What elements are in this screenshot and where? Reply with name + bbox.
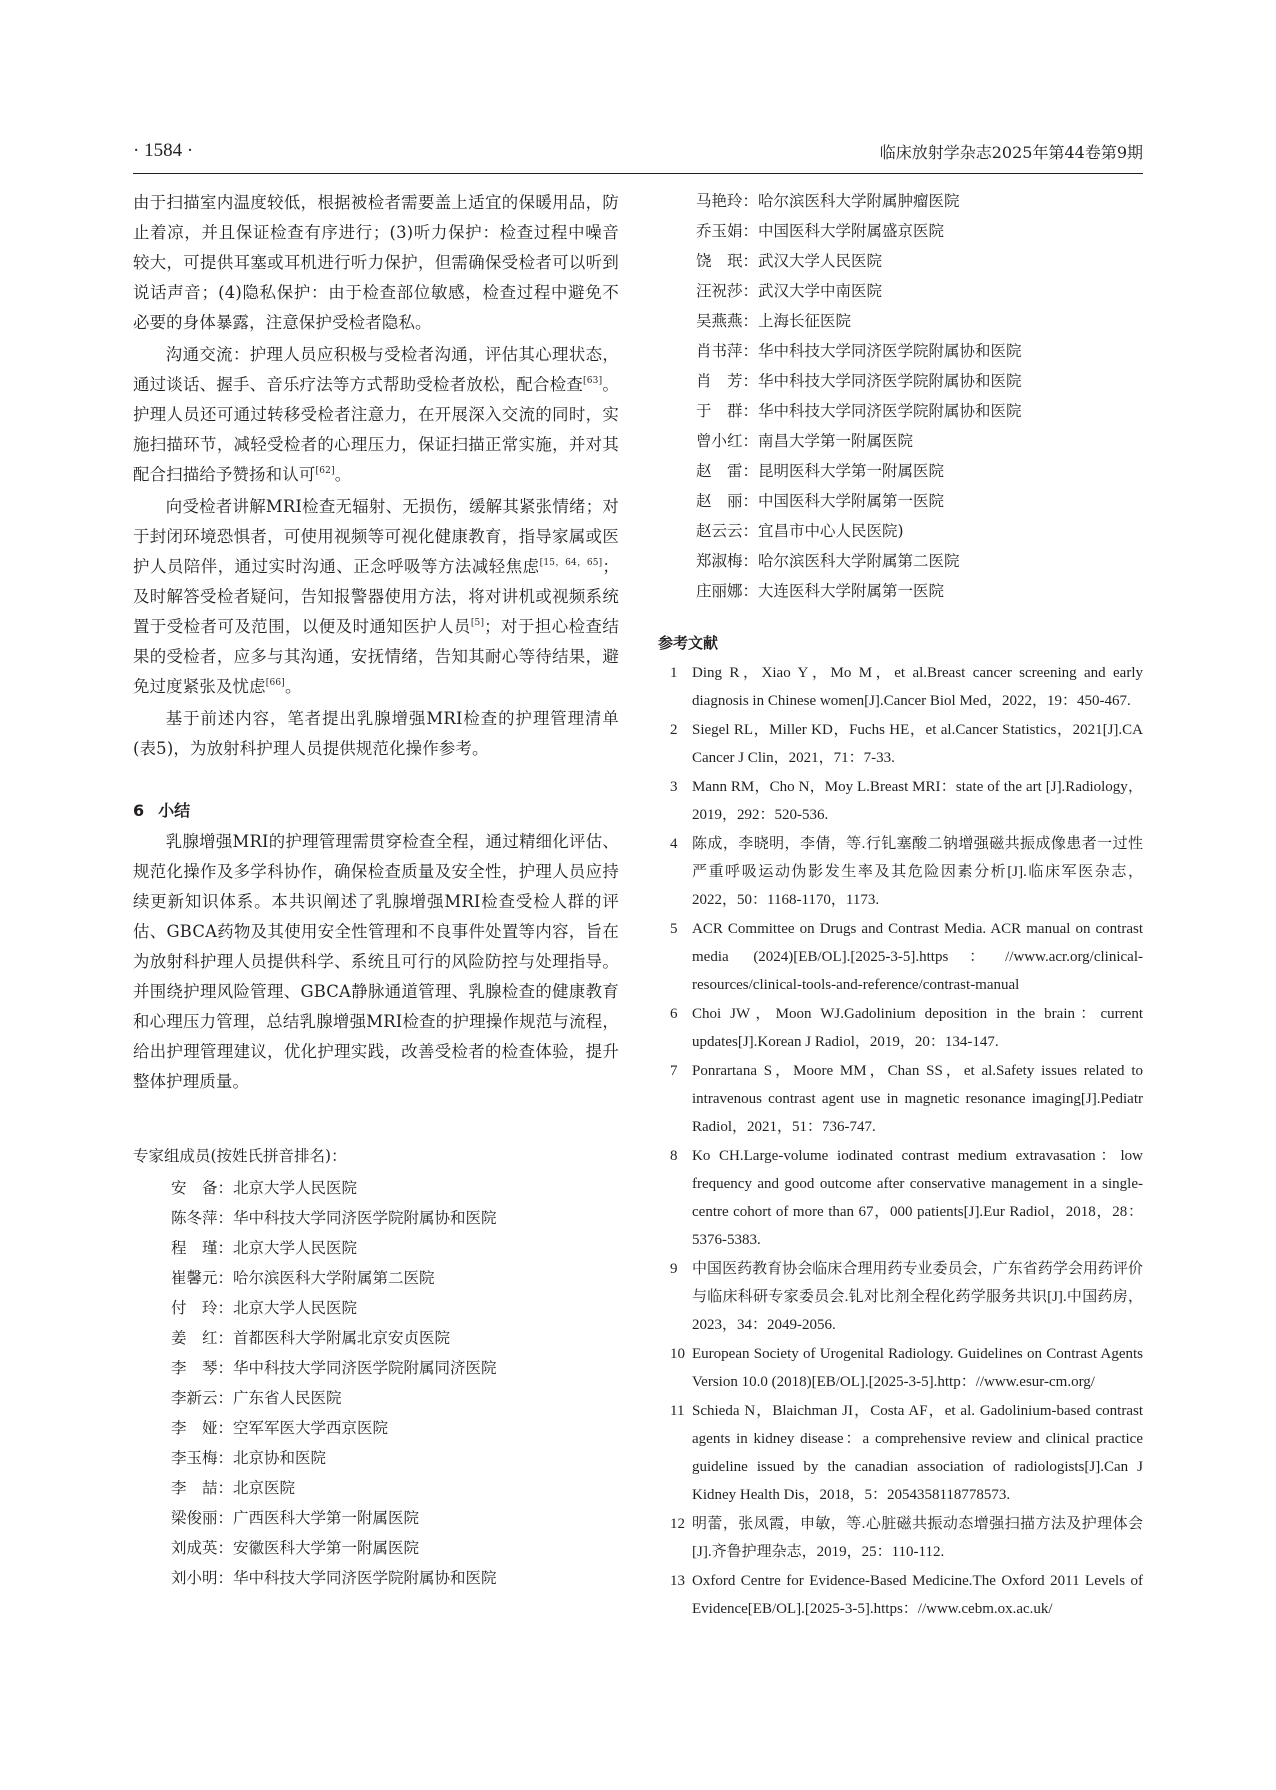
expert-member: 付 玲：北京大学人民医院 bbox=[171, 1299, 358, 1317]
references-list bbox=[658, 659, 1143, 1623]
citation: [5] bbox=[470, 618, 485, 628]
reference-text: Oxford Centre for Evidence-Based Medicine.The Oxford 2011 Levels of Evidence[EB/OL].[2025-3-5].https：//www.cebm.ox.ac.uk/ bbox=[692, 1573, 1143, 1617]
reference-item bbox=[658, 1510, 1143, 1566]
citation: [66] bbox=[265, 678, 286, 688]
reference-item bbox=[658, 1000, 1143, 1056]
left-column bbox=[133, 188, 619, 1593]
expert-member: 崔馨元：哈尔滨医科大学附属第二医院 bbox=[171, 1269, 435, 1287]
paragraph-checklist: 基于前述内容，笔者提出乳腺增强MRI检查的护理管理清单(表5)，为放射科护理人员提供规范化操作参考。 bbox=[133, 709, 619, 758]
journal-title: 临床放射学杂志2025年第44卷第9期 bbox=[879, 143, 1143, 162]
citation: [15，64，65] bbox=[539, 558, 603, 568]
expert-member: 李玉梅：北京协和医院 bbox=[171, 1449, 327, 1467]
reference-item bbox=[658, 1397, 1143, 1509]
expert-member: 于 群：华中科技大学同济医学院附属协和医院 bbox=[696, 402, 1022, 420]
expert-member: 肖 芳：华中科技大学同济医学院附属协和医院 bbox=[696, 372, 1022, 390]
expert-member: 李 喆：北京医院 bbox=[171, 1479, 296, 1497]
reference-number: 2 bbox=[670, 722, 678, 738]
reference-text: 陈成，李晓明，李倩，等.行钆塞酸二钠增强磁共振成像患者一过性严重呼吸运动伪影发生率及其危险因素分析[J].临床军医杂志，2022，50：1168-1170，1173. bbox=[692, 836, 1143, 908]
reference-text: European Society of Urogenital Radiology. Guidelines on Contrast Agents Version 10.0 (2018)[EB/OL].[2025-3-5].http：//www.esur-cm.org/ bbox=[692, 1346, 1143, 1390]
reference-number: 8 bbox=[670, 1148, 678, 1164]
reference-text: Ponrartana S，Moore MM，Chan SS，et al.Safety issues related to intravenous contrast agent use in magnetic resonance imaging[J].Pediatr Radiol，2021，51：736-747. bbox=[692, 1063, 1143, 1135]
reference-number: 9 bbox=[670, 1261, 678, 1277]
paragraph-protection: 由于扫描室内温度较低，根据被检者需要盖上适宜的保暖用品，防止着凉，并且保证检查有序进行；(3)听力保护：检查过程中噪音较大，可提供耳塞或耳机进行听力保护，但需确保受检者可以听到说话声音；(4)隐私保护：由于检查部位敏感，检查过程中避免不必要的身体暴露，注意保护受检者隐私。 bbox=[133, 193, 619, 332]
expert-member: 刘小明：华中科技大学同济医学院附属协和医院 bbox=[171, 1569, 497, 1587]
expert-member: 肖书萍：华中科技大学同济医学院附属协和医院 bbox=[696, 342, 1022, 360]
reference-number: 10 bbox=[670, 1346, 685, 1362]
reference-number: 6 bbox=[670, 1006, 678, 1022]
expert-member: 程 瑾：北京大学人民医院 bbox=[171, 1239, 358, 1257]
citation: [62] bbox=[315, 466, 335, 476]
expert-member: 汪祝莎：武汉大学中南医院 bbox=[696, 282, 883, 300]
reference-text: Ko CH.Large-volume iodinated contrast medium extravasation：low frequency and good outcome after conservative management in a single-centre cohort of more than 67，000 patients[J].Eur Radiol，2018，28：5376-5383. bbox=[692, 1148, 1143, 1248]
right-column bbox=[658, 188, 1143, 1623]
section-number: 6 bbox=[133, 801, 145, 820]
reference-number: 4 bbox=[670, 836, 678, 852]
expert-member: 庄丽娜：大连医科大学附属第一医院 bbox=[696, 582, 945, 600]
experts-list-continued bbox=[658, 186, 1143, 606]
reference-item bbox=[658, 1567, 1143, 1623]
expert-member: 李新云：广东省人民医院 bbox=[171, 1389, 342, 1407]
reference-item bbox=[658, 1255, 1143, 1339]
expert-member: 姜 红：首都医科大学附属北京安贞医院 bbox=[171, 1329, 451, 1347]
expert-member: 李 娅：空军军医大学西京医院 bbox=[171, 1419, 389, 1437]
expert-member: 赵云云：宜昌市中心人民医院) bbox=[696, 522, 904, 540]
reference-text: Choi JW，Moon WJ.Gadolinium deposition in the brain：current updates[J].Korean J Radiol，2019，20：134-147. bbox=[692, 1006, 1143, 1050]
expert-member: 赵 雷：昆明医科大学第一附属医院 bbox=[696, 462, 945, 480]
reference-number: 5 bbox=[670, 921, 678, 937]
expert-member: 赵 丽：中国医科大学附属第一医院 bbox=[696, 492, 945, 510]
experts-heading: 专家组成员(按姓氏拼音排名)： bbox=[133, 1147, 347, 1165]
expert-member: 郑淑梅：哈尔滨医科大学附属第二医院 bbox=[696, 552, 960, 570]
expert-member: 梁俊丽：广西医科大学第一附属医院 bbox=[171, 1509, 420, 1527]
citation: [63] bbox=[583, 376, 603, 386]
reference-item bbox=[658, 830, 1143, 914]
expert-member: 刘成英：安徽医科大学第一附属医院 bbox=[171, 1539, 420, 1557]
reference-item bbox=[658, 716, 1143, 772]
reference-number: 7 bbox=[670, 1063, 678, 1079]
reference-number: 1 bbox=[670, 665, 678, 681]
experts-list bbox=[133, 1173, 619, 1593]
reference-number: 3 bbox=[670, 779, 678, 795]
paragraph-summary: 乳腺增强MRI的护理管理需贯穿检查全程，通过精细化评估、规范化操作及多学科协作，确保检查质量及安全性，护理人员应持续更新知识体系。本共识阐述了乳腺增强MRI检查受检人群的评估、GBCA药物及其使用安全性管理和不良事件处置等内容，旨在为放射科护理人员提供科学、系统且可行的风险防控与处理指导。并围绕护理风险管理、GBCA静脉通道管理、乳腺检查的健康教育和心理压力管理，总结乳腺增强MRI检查的护理操作规范与流程，给出护理管理建议，优化护理实践，改善受检者的检查体验，提升整体护理质量。 bbox=[133, 832, 619, 1091]
header-rule bbox=[133, 173, 1143, 174]
reference-text: Siegel RL，Miller KD，Fuchs HE，et al.Cancer Statistics，2021[J].CA Cancer J Clin，2021，71：7-33. bbox=[692, 722, 1143, 766]
page-number: · 1584 · bbox=[133, 140, 194, 161]
reference-text: Mann RM，Cho N，Moy L.Breast MRI：state of the art [J].Radiology，2019，292：520-536. bbox=[692, 779, 1143, 823]
paragraph-explain-mri: 向受检者讲解MRI检查无辐射、无损伤，缓解其紧张情绪；对于封闭环境恐惧者，可使用视频等可视化健康教育，指导家属或医护人员陪伴，通过实时沟通、正念呼吸等方法减轻焦虑[15，64，65]；及时解答受检者疑问，告知报警器使用方法，将对讲机或视频系统置于受检者可及范围，以便及时通知医护人员[5]；对于担心检查结果的受检者，应多与其沟通，安抚情绪，告知其耐心等待结果，避免过度紧张及忧虑[66]。 bbox=[133, 497, 619, 696]
reference-item bbox=[658, 915, 1143, 999]
reference-item bbox=[658, 659, 1143, 715]
expert-member: 马艳玲：哈尔滨医科大学附属肿瘤医院 bbox=[696, 192, 960, 210]
reference-text: 中国医药教育协会临床合理用药专业委员会，广东省药学会用药评价与临床科研专家委员会.钆对比剂全程化药学服务共识[J].中国药房，2023，34：2049-2056. bbox=[692, 1261, 1143, 1333]
reference-number: 13 bbox=[670, 1573, 685, 1589]
running-header bbox=[133, 140, 1143, 172]
expert-member: 吴燕燕：上海长征医院 bbox=[696, 312, 852, 330]
reference-number: 11 bbox=[670, 1403, 685, 1419]
expert-member: 李 琴：华中科技大学同济医学院附属同济医院 bbox=[171, 1359, 497, 1377]
reference-text: ACR Committee on Drugs and Contrast Media. ACR manual on contrast media (2024)[EB/OL].[2025-3-5].https：//www.acr.org/clinical-resources/clinical-tools-and-reference/contrast-manual bbox=[692, 921, 1143, 993]
reference-text: Ding R，Xiao Y，Mo M，et al.Breast cancer screening and early diagnosis in Chinese women[J].Cancer Biol Med，2022，19：450-467. bbox=[692, 665, 1143, 709]
section-heading bbox=[133, 798, 619, 821]
expert-member: 乔玉娟：中国医科大学附属盛京医院 bbox=[696, 222, 945, 240]
paragraph-communication: 沟通交流：护理人员应积极与受检者沟通，评估其心理状态，通过谈话、握手、音乐疗法等方式帮助受检者放松，配合检查[63]。护理人员还可通过转移受检者注意力，在开展深入交流的同时，实施扫描环节，减轻受检者的心理压力，保证扫描正常实施，并对其配合扫描给予赞扬和认可[62]。 bbox=[133, 345, 619, 484]
expert-member: 饶 珉：武汉大学人民医院 bbox=[696, 252, 883, 270]
reference-item bbox=[658, 1142, 1143, 1254]
references-heading: 参考文献 bbox=[658, 634, 719, 652]
expert-member: 安 备：北京大学人民医院 bbox=[171, 1179, 358, 1197]
expert-member: 陈冬萍：华中科技大学同济医学院附属协和医院 bbox=[171, 1209, 497, 1227]
reference-item bbox=[658, 1340, 1143, 1396]
reference-text: Schieda N，Blaichman JI，Costa AF，et al. Gadolinium-based contrast agents in kidney disease：a comprehensive review and clinical practice guideline issued by the canadian association of radiologists[J].Can J Kidney Health Dis，2018，5：2054358118778573. bbox=[692, 1403, 1143, 1503]
reference-item bbox=[658, 773, 1143, 829]
reference-item bbox=[658, 1057, 1143, 1141]
expert-member: 曾小红：南昌大学第一附属医院 bbox=[696, 432, 914, 450]
reference-text: 明蕾，张凤霞，申敏，等.心脏磁共振动态增强扫描方法及护理体会[J].齐鲁护理杂志，2019，25：110-112. bbox=[692, 1516, 1143, 1560]
reference-number: 12 bbox=[670, 1516, 685, 1532]
section-title: 小结 bbox=[158, 801, 191, 820]
